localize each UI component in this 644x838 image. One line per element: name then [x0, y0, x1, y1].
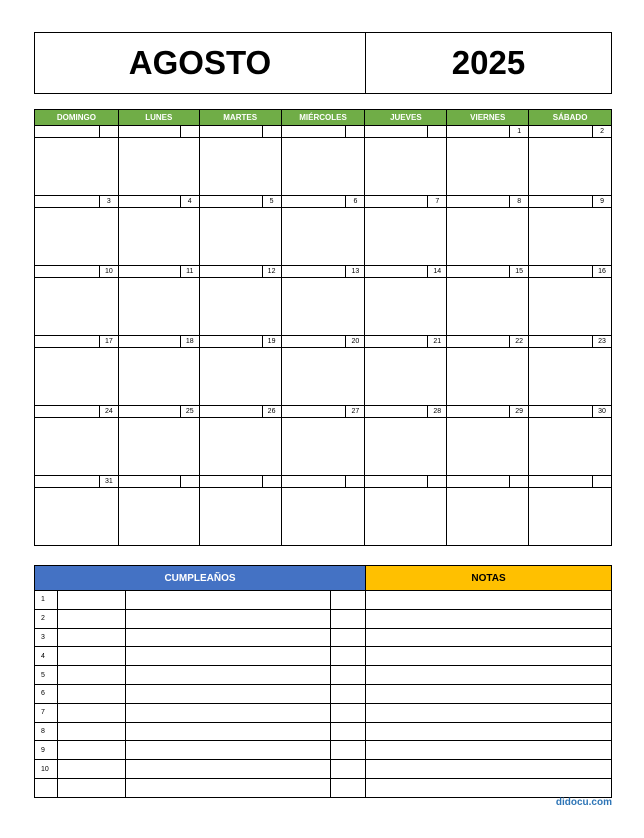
day-number-cell: [119, 126, 200, 138]
table-row: [35, 760, 612, 779]
day-cell[interactable]: [200, 418, 282, 476]
birthday-name-cell[interactable]: [126, 666, 331, 685]
day-cell[interactable]: [447, 418, 529, 476]
day-cell[interactable]: [365, 348, 447, 406]
birthday-extra-cell[interactable]: [331, 685, 366, 704]
birthday-date-cell[interactable]: [58, 685, 126, 704]
row-number: 5: [35, 666, 58, 685]
day-cell[interactable]: [119, 418, 200, 476]
day-number-cell: [282, 406, 366, 418]
day-number-cell: [35, 406, 119, 418]
day-cell[interactable]: [282, 138, 366, 196]
table-row: [35, 647, 612, 666]
birthday-date-cell[interactable]: [58, 591, 126, 610]
birthdays-header: CUMPLEAÑOS: [35, 566, 366, 591]
day-label-area: [200, 196, 263, 207]
row-number: 2: [35, 610, 58, 629]
notes-cell[interactable]: [366, 647, 612, 666]
row-number: 7: [35, 704, 58, 723]
day-number-cell: [365, 266, 447, 278]
day-number-cell: [282, 266, 366, 278]
birthday-name-cell[interactable]: [126, 779, 331, 798]
day-number-cell: [365, 196, 447, 208]
day-label-area: [529, 336, 593, 347]
birthday-extra-cell[interactable]: [331, 591, 366, 610]
week-number-row: [35, 196, 612, 208]
day-number: 30: [598, 408, 606, 415]
birthday-date-cell[interactable]: [58, 610, 126, 629]
birthday-name-cell[interactable]: [126, 629, 331, 648]
day-number: 27: [351, 408, 360, 415]
row-number: 9: [35, 741, 58, 760]
birthday-extra-cell[interactable]: [331, 647, 366, 666]
day-number: 15: [515, 268, 524, 275]
day-number-cell: [200, 336, 282, 348]
notes-cell[interactable]: [366, 779, 612, 798]
birthday-date-cell[interactable]: [58, 629, 126, 648]
notes-cell[interactable]: [366, 723, 612, 742]
day-number: 2: [600, 128, 604, 135]
day-number: 8: [517, 198, 522, 205]
row-number: 6: [35, 685, 58, 704]
day-label-area: [119, 476, 181, 487]
day-number: [593, 476, 611, 487]
day-number: 31: [104, 478, 113, 485]
day-label-area: [119, 196, 181, 207]
day-number: 10: [104, 268, 113, 275]
day-cell[interactable]: [35, 488, 119, 546]
row-number: 1: [35, 591, 58, 610]
day-number: 11: [186, 268, 194, 275]
day-number: 14: [433, 268, 442, 275]
week-number-row: [35, 126, 612, 138]
dow-friday: VIERNES: [447, 110, 529, 126]
day-number: [346, 476, 364, 487]
day-number: 23: [598, 338, 606, 345]
day-cell[interactable]: [447, 138, 529, 196]
birthday-extra-cell[interactable]: [331, 779, 366, 798]
birthday-date-cell[interactable]: [58, 779, 126, 798]
birthday-extra-cell[interactable]: [331, 666, 366, 685]
table-row: [35, 685, 612, 704]
birthday-name-cell[interactable]: [126, 741, 331, 760]
day-number: [100, 126, 118, 137]
day-cell[interactable]: [447, 348, 529, 406]
day-number-cell: [35, 196, 119, 208]
birthday-name-cell[interactable]: [126, 647, 331, 666]
table-row: [35, 704, 612, 723]
day-label-area: [447, 126, 510, 137]
day-label-area: [35, 196, 100, 207]
day-cell[interactable]: [282, 418, 366, 476]
day-label-area: [282, 476, 347, 487]
week-number-row: [35, 266, 612, 278]
day-number: 7: [435, 198, 440, 205]
dow-sunday: DOMINGO: [35, 110, 119, 126]
notes-cell[interactable]: [366, 591, 612, 610]
day-cell[interactable]: [119, 138, 200, 196]
day-cell[interactable]: [282, 488, 366, 546]
day-label-area: [529, 266, 593, 277]
day-number: [346, 126, 364, 137]
day-number-cell: [447, 266, 529, 278]
table-row: [35, 666, 612, 685]
day-number-cell: [282, 476, 366, 488]
day-number-cell: [35, 336, 119, 348]
birthdays-notes-table: [34, 565, 612, 798]
notes-header: NOTAS: [366, 566, 612, 591]
day-label-area: [365, 266, 428, 277]
day-label-area: [200, 266, 263, 277]
day-number: 4: [187, 198, 192, 205]
day-number-cell: [200, 266, 282, 278]
day-cell[interactable]: [35, 418, 119, 476]
day-number-cell: [447, 196, 529, 208]
day-cell[interactable]: [200, 488, 282, 546]
day-cell[interactable]: [200, 278, 282, 336]
day-number: 24: [104, 408, 113, 415]
table-row: [35, 741, 612, 760]
day-label-area: [200, 476, 263, 487]
day-number: 3: [106, 198, 111, 205]
day-label-area: [365, 476, 428, 487]
birthday-extra-cell[interactable]: [331, 760, 366, 779]
day-number: 22: [515, 338, 524, 345]
week-body-row: [35, 348, 612, 406]
birthday-extra-cell[interactable]: [331, 741, 366, 760]
day-number-cell: [200, 126, 282, 138]
day-number-cell: [529, 196, 612, 208]
day-number-cell: [365, 476, 447, 488]
day-label-area: [282, 406, 347, 417]
day-number: 6: [353, 198, 358, 205]
day-number: [263, 126, 281, 137]
day-label-area: [35, 406, 100, 417]
birthday-date-cell[interactable]: [58, 704, 126, 723]
birthday-name-cell[interactable]: [126, 760, 331, 779]
day-label-area: [365, 336, 428, 347]
day-label-area: [365, 406, 428, 417]
dow-thursday: JUEVES: [365, 110, 447, 126]
day-number: [181, 476, 199, 487]
day-number: 1: [517, 128, 522, 135]
day-cell[interactable]: [119, 278, 200, 336]
day-number: 21: [433, 338, 442, 345]
day-cell[interactable]: [529, 278, 612, 336]
day-label-area: [447, 196, 510, 207]
day-label-area: [35, 476, 100, 487]
day-label-area: [200, 406, 263, 417]
lower-table-rows: [35, 591, 612, 798]
day-number-cell: [529, 266, 612, 278]
day-number-cell: [200, 196, 282, 208]
notes-cell[interactable]: [366, 610, 612, 629]
lower-table-header: [35, 566, 612, 591]
calendar-grid: [34, 109, 612, 546]
brand-footer: didocu.com: [555, 797, 612, 808]
day-label-area: [365, 196, 428, 207]
day-cell[interactable]: [529, 138, 612, 196]
birthday-date-cell[interactable]: [58, 666, 126, 685]
day-number: 25: [185, 408, 194, 415]
day-number-cell: [119, 196, 200, 208]
day-label-area: [447, 266, 510, 277]
day-number-cell: [365, 126, 447, 138]
day-cell[interactable]: [529, 348, 612, 406]
day-number-cell: [119, 476, 200, 488]
birthday-name-cell[interactable]: [126, 610, 331, 629]
day-number: [510, 476, 528, 487]
day-label-area: [35, 336, 100, 347]
dow-wednesday: MIÉRCOLES: [282, 110, 366, 126]
day-number: 16: [598, 268, 606, 275]
day-label-area: [529, 126, 593, 137]
day-cell[interactable]: [282, 208, 366, 266]
week-body-row: [35, 208, 612, 266]
birthday-extra-cell[interactable]: [331, 723, 366, 742]
birthday-extra-cell[interactable]: [331, 629, 366, 648]
birthday-name-cell[interactable]: [126, 591, 331, 610]
day-cell[interactable]: [35, 138, 119, 196]
birthday-name-cell[interactable]: [126, 723, 331, 742]
week-body-row: [35, 418, 612, 476]
day-number-cell: [447, 406, 529, 418]
day-number: 12: [267, 268, 276, 275]
week-number-row: [35, 406, 612, 418]
day-label-area: [529, 476, 593, 487]
week-body-row: [35, 488, 612, 546]
day-label-area: [119, 126, 181, 137]
day-number: 18: [185, 338, 194, 345]
table-row: [35, 610, 612, 629]
row-number: 10: [35, 760, 58, 779]
day-cell[interactable]: [529, 418, 612, 476]
day-number: 9: [600, 198, 604, 205]
birthday-date-cell[interactable]: [58, 647, 126, 666]
day-number: 19: [267, 338, 276, 345]
day-cell[interactable]: [365, 138, 447, 196]
day-number: [181, 126, 199, 137]
day-number-cell: [200, 406, 282, 418]
day-cell[interactable]: [119, 208, 200, 266]
day-number-cell: [529, 476, 612, 488]
day-cell[interactable]: [365, 488, 447, 546]
birthday-name-cell[interactable]: [126, 685, 331, 704]
day-number-cell: [447, 126, 529, 138]
week-number-row: [35, 476, 612, 488]
day-number-cell: [35, 266, 119, 278]
day-number: 26: [267, 408, 276, 415]
day-number-cell: [447, 476, 529, 488]
day-number-cell: [119, 336, 200, 348]
day-number: [263, 476, 281, 487]
day-number-cell: [447, 336, 529, 348]
day-cell[interactable]: [282, 348, 366, 406]
day-label-area: [282, 196, 347, 207]
day-number-cell: [119, 406, 200, 418]
day-cell[interactable]: [200, 348, 282, 406]
day-number-cell: [365, 406, 447, 418]
notes-cell[interactable]: [366, 741, 612, 760]
month-title: AGOSTO: [35, 33, 366, 93]
dow-saturday: SÁBADO: [529, 110, 612, 126]
day-number-cell: [119, 266, 200, 278]
dow-monday: LUNES: [119, 110, 200, 126]
day-label-area: [447, 406, 510, 417]
day-number: 17: [104, 338, 113, 345]
day-cell[interactable]: [365, 418, 447, 476]
row-number: 4: [35, 647, 58, 666]
birthday-name-cell[interactable]: [126, 704, 331, 723]
day-cell[interactable]: [447, 488, 529, 546]
day-label-area: [529, 196, 593, 207]
day-label-area: [282, 266, 347, 277]
week-number-row: [35, 336, 612, 348]
week-body-row: [35, 138, 612, 196]
day-label-area: [282, 126, 347, 137]
notes-cell[interactable]: [366, 704, 612, 723]
day-cell[interactable]: [447, 278, 529, 336]
day-number-cell: [35, 126, 119, 138]
notes-cell[interactable]: [366, 685, 612, 704]
day-number-cell: [282, 336, 366, 348]
day-number-cell: [529, 336, 612, 348]
table-row: [35, 591, 612, 610]
day-cell[interactable]: [35, 278, 119, 336]
day-label-area: [365, 126, 428, 137]
birthday-date-cell[interactable]: [58, 741, 126, 760]
day-label-area: [119, 336, 181, 347]
day-number-cell: [282, 126, 366, 138]
day-cell[interactable]: [200, 138, 282, 196]
day-number-cell: [200, 476, 282, 488]
table-row: [35, 629, 612, 648]
day-label-area: [200, 126, 263, 137]
day-cell[interactable]: [119, 348, 200, 406]
weeks-container: [35, 126, 612, 546]
day-cell[interactable]: [365, 208, 447, 266]
day-cell[interactable]: [447, 208, 529, 266]
day-label-area: [447, 336, 510, 347]
day-label-area: [35, 126, 100, 137]
day-label-area: [119, 266, 181, 277]
notes-cell[interactable]: [366, 629, 612, 648]
day-number: 13: [351, 268, 360, 275]
row-number: 3: [35, 629, 58, 648]
notes-cell[interactable]: [366, 760, 612, 779]
day-number: 29: [515, 408, 524, 415]
day-cell[interactable]: [529, 208, 612, 266]
day-cell[interactable]: [119, 488, 200, 546]
day-number: 28: [433, 408, 442, 415]
day-label-area: [282, 336, 347, 347]
day-cell[interactable]: [529, 488, 612, 546]
day-cell[interactable]: [282, 278, 366, 336]
year-title: 2025: [451, 44, 526, 81]
row-number: 8: [35, 723, 58, 742]
calendar-header: [34, 32, 612, 94]
day-number-cell: [365, 336, 447, 348]
day-cell[interactable]: [365, 278, 447, 336]
day-cell[interactable]: [200, 208, 282, 266]
day-cell[interactable]: [35, 348, 119, 406]
days-of-week-row: [35, 110, 612, 126]
row-number: [35, 779, 58, 798]
dow-tuesday: MARTES: [200, 110, 282, 126]
table-row: [35, 779, 612, 798]
day-label-area: [447, 476, 510, 487]
day-number: 20: [351, 338, 360, 345]
day-number: 5: [269, 198, 274, 205]
day-number-cell: [282, 196, 366, 208]
day-number: [428, 126, 446, 137]
day-number-cell: [529, 406, 612, 418]
day-label-area: [35, 266, 100, 277]
birthday-date-cell[interactable]: [58, 760, 126, 779]
day-label-area: [119, 406, 181, 417]
day-label-area: [200, 336, 263, 347]
day-label-area: [529, 406, 593, 417]
birthday-extra-cell[interactable]: [331, 610, 366, 629]
day-number-cell: [529, 126, 612, 138]
day-number-cell: [35, 476, 119, 488]
notes-cell[interactable]: [366, 666, 612, 685]
birthday-extra-cell[interactable]: [331, 704, 366, 723]
week-body-row: [35, 278, 612, 336]
day-number: [428, 476, 446, 487]
birthday-date-cell[interactable]: [58, 723, 126, 742]
table-row: [35, 723, 612, 742]
day-cell[interactable]: [35, 208, 119, 266]
